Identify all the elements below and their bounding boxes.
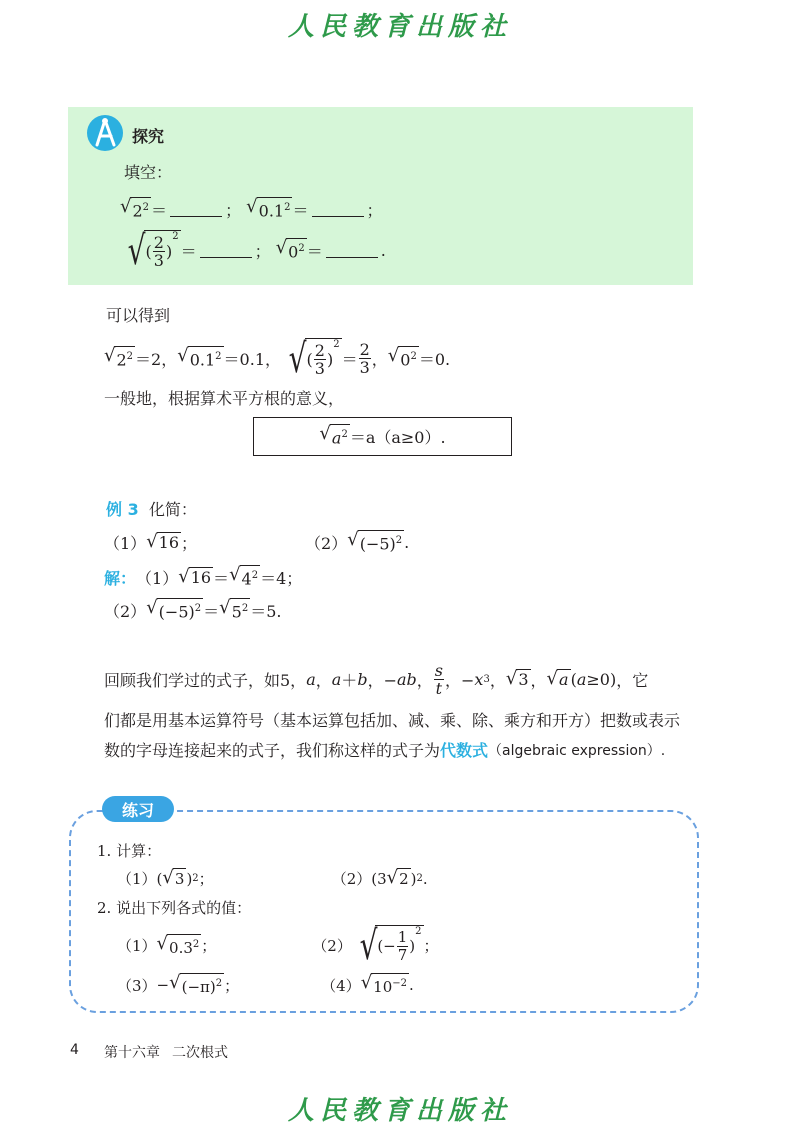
- solution-line-2: （2） √ $(-5)^2$ ＝ √ $5^2$ ＝5.: [104, 597, 282, 622]
- section-label: 二次根式: [172, 1045, 228, 1061]
- practice-q1: 1. 计算：: [97, 842, 162, 860]
- practice-q1-items: （1） ( √ 3 ) 2 ； （2） (3 √ 2 ) 2 .: [117, 867, 428, 888]
- practice-q2-row-1: （1） √ $0.3^2$ ； （2） √ (− $\frac{1}{7}$ ) $^2$ ；: [117, 923, 439, 969]
- sqrt-two-thirds-squared: √ ( $\frac{2}{3}$ ) $^2$: [127, 228, 179, 274]
- practice-q2-row-2: （3） − √ $(-\pi)^2$ ； （4） √ $10^{-2}$ .: [117, 972, 414, 996]
- publisher-logo-top: 人民教育出版社: [287, 12, 512, 42]
- result-line: √ $2^2$ ＝2， √ $0.1^2$ ＝0.1， √ ( $\frac{2}{3}$ ) $^2$ ＝ $\frac{2}{3}$ ， √ $0^2$ ＝0.: [104, 336, 451, 382]
- page-number: 4: [70, 1042, 79, 1058]
- solution-line-1: 解： （1） √ 16 ＝ √ $4^2$ ＝4；: [104, 564, 303, 589]
- paragraph-line-2: 们都是用基本运算符号（基本运算包括加、减、乘、除、乘方和开方）把数或表示: [104, 711, 681, 730]
- solution-label: 解：: [104, 568, 137, 588]
- sqrt-0-squared: √ $0^2$: [275, 237, 305, 262]
- answer-blank[interactable]: [326, 243, 378, 258]
- example-label: 例 3: [106, 500, 139, 519]
- example-3-heading: [106, 497, 197, 520]
- term-algebraic-expression: 代数式: [440, 741, 489, 760]
- explore-title: 探究: [132, 127, 165, 146]
- explore-prompt: 填空：: [124, 163, 173, 182]
- result-intro: 可以得到: [106, 306, 171, 325]
- explore-compass-icon: [86, 114, 124, 152]
- answer-blank[interactable]: [170, 202, 222, 217]
- formula-text: ＝a（a≥0）.: [349, 428, 446, 447]
- sqrt-2-squared: √ $2^2$: [120, 196, 150, 221]
- sqrt-01-squared: √ $0.1^2$: [246, 196, 291, 221]
- answer-blank[interactable]: [312, 202, 364, 217]
- publisher-logo-bottom: 人民教育出版社: [287, 1096, 512, 1126]
- explore-line-1: √ $2^2$ ＝ ； √ $0.1^2$ ＝ ；: [120, 196, 383, 221]
- practice-q2: 2. 说出下列各式的值：: [97, 899, 252, 917]
- paragraph-line-1: 回顾我们学过的式子，如5， a ， a ＋ b ，− ab ， $\frac{s}{t}$ ，− x 3 ， √ 3 ， √ a ( a ≥0) ，它: [104, 661, 649, 698]
- example-task: 化简：: [148, 500, 197, 519]
- explore-line-2: √ ( $\frac{2}{3}$ ) $^2$ ＝ ； √ $0^2$ ＝ .: [120, 230, 386, 271]
- general-statement: 一般地，根据算术平方根的意义，: [104, 389, 345, 408]
- answer-blank[interactable]: [200, 243, 252, 258]
- example-problems: （1） √ 16 ； （2） √ $(-5)^2$ .: [104, 529, 410, 554]
- paragraph-line-3: 数的字母连接起来的式子，我们称这样的式子为 代数式 （algebraic expression）.: [104, 738, 665, 761]
- chapter-label: 第十六章: [104, 1045, 160, 1061]
- formula-box: √ $a^2$ ＝a（a≥0）.: [253, 417, 512, 456]
- practice-title: 练习: [102, 796, 174, 822]
